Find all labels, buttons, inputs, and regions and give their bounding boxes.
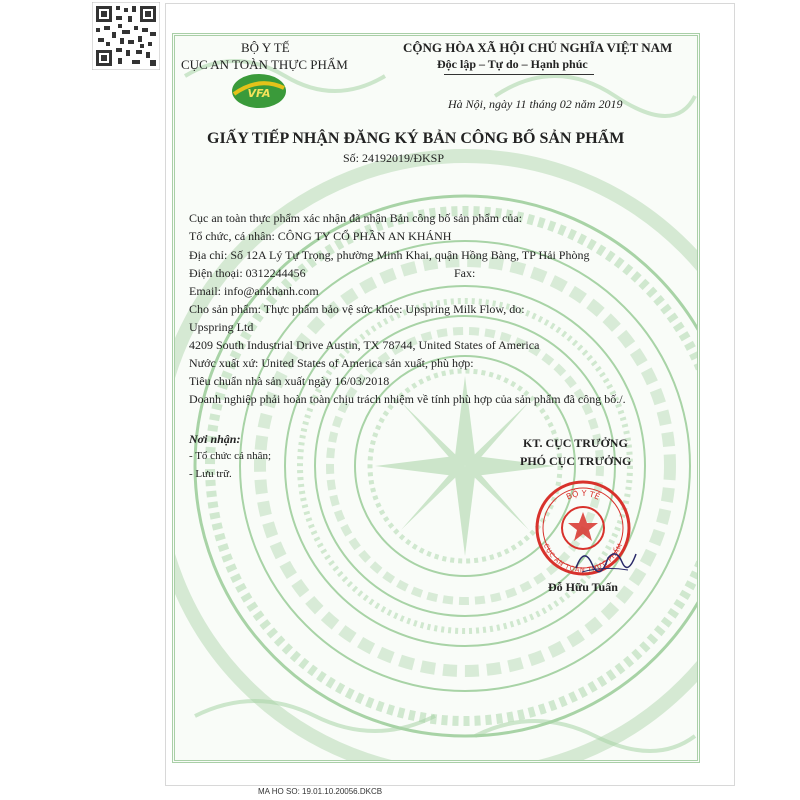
body-intro: Cục an toàn thực phẩm xác nhận đã nhận Bản công bố sản phẩm của: — [189, 211, 523, 225]
ministry-name: BỘ Y TẾ — [241, 40, 290, 55]
organization-line: Tổ chức, cá nhân: CÔNG TY CỔ PHẦN AN KHÁNH — [189, 229, 452, 243]
country-name: CỘNG HÒA XÃ HỘI CHỦ NGHĨA VIỆT NAM — [403, 40, 673, 55]
signer-name: Đỗ Hữu Tuấn — [548, 580, 618, 594]
recipient-item: - Lưu trữ. — [189, 468, 232, 480]
handwritten-signature — [570, 540, 640, 580]
qr-code-icon — [92, 2, 160, 70]
dossier-code: MA HO SO: 19.01.10.20056.DKCB — [258, 787, 383, 796]
manufacturer-address: 4209 South Industrial Drive Austin, TX 78744, United States of America — [189, 338, 540, 352]
signer-title: PHÓ CỤC TRƯỞNG — [520, 454, 632, 468]
seal-bottom-text: CỤC AN TOÀN THỰC PHẨM — [541, 542, 625, 575]
fax-line: Fax: — [454, 266, 476, 280]
seal-top-text: BỘ Y TẾ — [564, 488, 602, 502]
vfa-logo-text: VFA — [247, 87, 271, 100]
document-number: Số: 24192019/ĐKSP — [343, 151, 445, 165]
motto-underline — [444, 74, 594, 75]
department-name: CỤC AN TOÀN THỰC PHẨM — [181, 57, 348, 72]
vfa-logo — [230, 72, 288, 110]
email-line: Email: info@ankhanh.com — [189, 284, 319, 298]
origin-line: Nước xuất xứ: United States of America sản xuất, phù hợp: — [189, 356, 474, 370]
product-line: Cho sản phẩm: Thực phẩm bảo vệ sức khỏe: Upspring Milk Flow, do: — [189, 302, 525, 316]
document-title: GIẤY TIẾP NHẬN ĐĂNG KÝ BẢN CÔNG BỐ SẢN PHẨM — [207, 130, 625, 147]
signer-role: KT. CỤC TRƯỞNG — [523, 436, 628, 450]
recipients-heading: Nơi nhận: — [189, 432, 241, 446]
manufacturer-line: Upspring Ltd — [189, 320, 254, 334]
standard-line: Tiêu chuẩn nhà sản xuất ngày 16/03/2018 — [189, 374, 390, 388]
responsibility-line: Doanh nghiệp phải hoàn toàn chịu trách nhiệm về tính phù hợp của sản phẩm đã công bố./. — [189, 392, 626, 406]
national-motto: Độc lập – Tự do – Hạnh phúc — [437, 57, 588, 71]
address-line: Địa chỉ: Số 12A Lý Tự Trọng, phường Minh Khai, quận Hồng Bàng, TP Hải Phòng — [189, 248, 590, 262]
recipient-item: - Tổ chức cá nhân; — [189, 450, 272, 462]
phone-line: Điện thoại: 0312244456 — [189, 266, 306, 280]
date-line: Hà Nội, ngày 11 tháng 02 năm 2019 — [448, 97, 623, 111]
